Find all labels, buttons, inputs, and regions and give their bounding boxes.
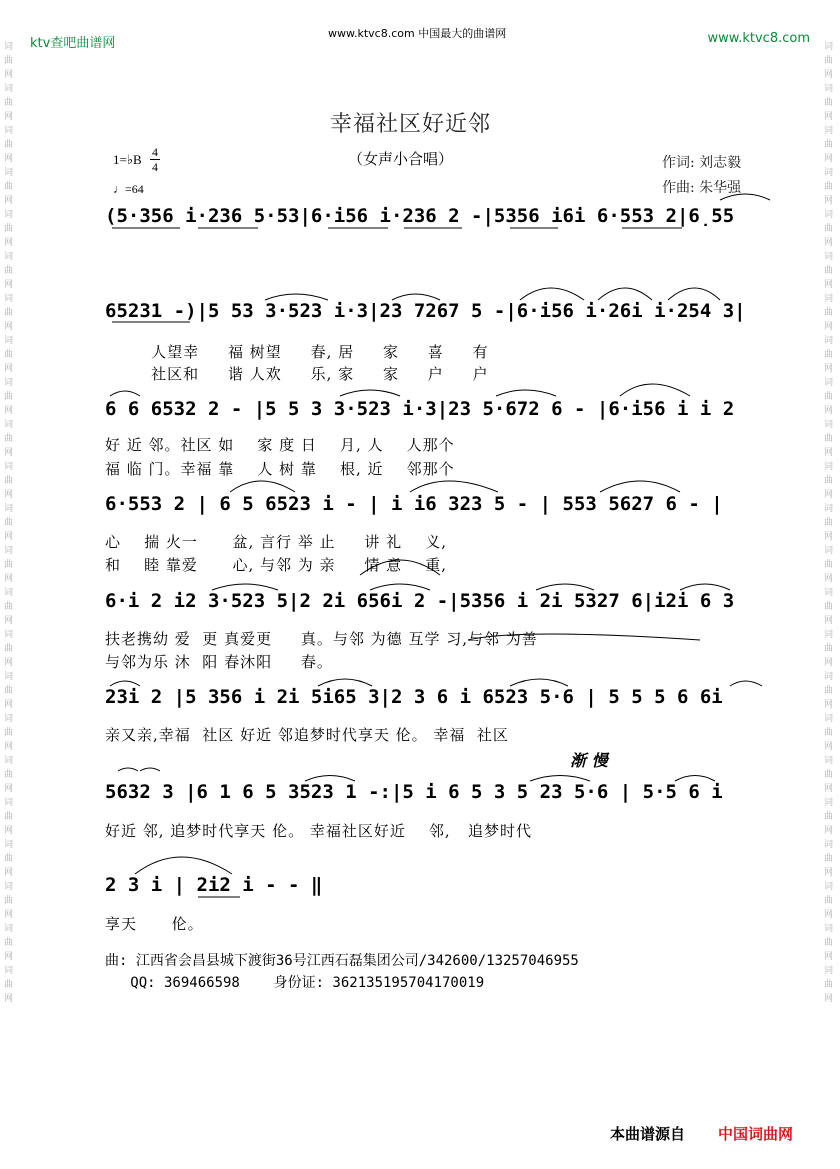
slur — [318, 679, 372, 686]
slur — [118, 768, 138, 771]
slur — [668, 288, 720, 300]
time-signature — [150, 145, 160, 174]
slur — [140, 768, 160, 771]
notation-line-3: 6 6 6532 2 - |5 5 3 3·523 i·3|23 5·672 6 - |6·i56 i i 2 — [105, 398, 735, 420]
lyric-line-8: 享天 伦。 — [105, 915, 204, 933]
lyric-line-7: 好近 邻, 追梦时代享天 伦。 幸福社区好近 邻, 追梦时代 — [105, 822, 532, 840]
notation-line-8: 2 3 i | 2i2 i - - ‖ — [105, 874, 323, 896]
key-signature: 1=♭B — [113, 152, 142, 167]
lyric-line-2b: 社区和 谐 人欢 乐, 家 家 户 户 — [105, 365, 489, 383]
site-watermark-left: ktv查吧曲谱网 — [30, 36, 116, 51]
lyricist-credit: 作词: 刘志毅 — [662, 155, 742, 171]
lyric-line-3a: 好 近 邻。社区 如 家 度 日 月, 人 人那个 — [105, 436, 455, 454]
footer-address: 曲: 江西省会昌县城下渡街36号江西石磊集团公司/342600/13257046955 — [105, 953, 579, 969]
slur — [230, 481, 295, 492]
lyric-line-5b: 与邻为乐 沐 阳 春沐阳 春。 — [105, 653, 333, 671]
slur — [510, 679, 568, 686]
meter-top: 4 — [152, 145, 158, 159]
side-watermark-left: 词曲网词曲网词曲网词曲网词曲网词曲网词曲网词曲网词曲网词曲网词曲网词曲网词曲网词曲网词曲网词曲网词曲网词曲网词曲网词曲网词曲网词曲网词曲网 — [4, 42, 14, 1004]
tempo-mark-slowing: 渐 慢 — [570, 751, 608, 770]
notation-line-5: 6·i 2 i2 3·523 5|2 2i 656i 2 -|5356 i 2i 5327 6|i2i 6 3 — [105, 590, 735, 612]
footer-contact: QQ: 369466598 身份证: 362135195704170019 — [105, 975, 485, 991]
lyric-line-5a: 扶老携幼 爱 更 真爱更 真。与邻 为德 互学 习,与邻 为善 — [105, 630, 538, 648]
slur — [598, 288, 652, 300]
slur — [620, 384, 690, 396]
song-subtitle: （女声小合唱） — [348, 150, 454, 168]
source-site-link[interactable]: 中国词曲网 — [718, 1125, 794, 1143]
slur — [600, 481, 680, 492]
slur — [410, 481, 498, 492]
slur — [730, 681, 762, 686]
lyric-line-4b: 和 睦 靠爱 心, 与邻 为 亲 情 意 重, — [105, 556, 447, 574]
notation-line-1: (5·356 i·236 5·53|6·i56 i·236 2 -|5356 i6i 6·553 2|6̣55 — [105, 205, 735, 227]
slur — [340, 390, 400, 396]
composer-credit: 作曲: 朱华强 — [662, 180, 742, 196]
tempo-marking: ♩=64 — [113, 182, 144, 196]
notation-line-6: 23i 2 |5 356 i 2i 5i65 3|2 3 6 i 6523 5·6 | 5 5 5 6 6i — [105, 686, 723, 708]
source-label: 本曲谱源自 — [610, 1125, 686, 1143]
notation-line-7: 5632 3 |6 1 6 5 3523 1 -:|5 i 6 5 3 5 23 5·6 | 5·5 6 i — [105, 781, 723, 803]
notation-line-2: 65231 -)|5 53 3·523 i·3|23 7267 5 -|6·i56 i·26i i·254 3| — [105, 300, 746, 322]
slur — [520, 288, 584, 300]
meter-bottom: 4 — [152, 160, 158, 174]
lyric-line-3b: 福 临 门。幸福 靠 人 树 靠 根, 近 邻那个 — [105, 460, 455, 478]
lyric-line-4a: 心 揣 火一 盆, 言行 举 止 讲 礼 义, — [105, 533, 447, 551]
lyric-line-2a: 人望幸 福 树望 春, 居 家 喜 有 — [105, 343, 489, 361]
site-watermark-right: www.ktvc8.com — [707, 31, 810, 46]
slur — [110, 391, 140, 396]
notation-line-4: 6·553 2 | 6 5 6523 i - | i i6 323 5 - | 553 5627 6 - | — [105, 493, 723, 515]
side-watermark-right: 词曲网词曲网词曲网词曲网词曲网词曲网词曲网词曲网词曲网词曲网词曲网词曲网词曲网词曲网词曲网词曲网词曲网词曲网词曲网词曲网词曲网词曲网词曲网 — [824, 42, 834, 1004]
slur — [135, 857, 232, 874]
lyric-line-6: 亲又亲,幸福 社区 好近 邻追梦时代享天 伦。 幸福 社区 — [105, 726, 509, 744]
song-title: 幸福社区好近邻 — [330, 112, 492, 137]
site-watermark-center: www.ktvc8.com 中国最大的曲谱网 — [328, 27, 507, 40]
slur — [496, 390, 556, 396]
